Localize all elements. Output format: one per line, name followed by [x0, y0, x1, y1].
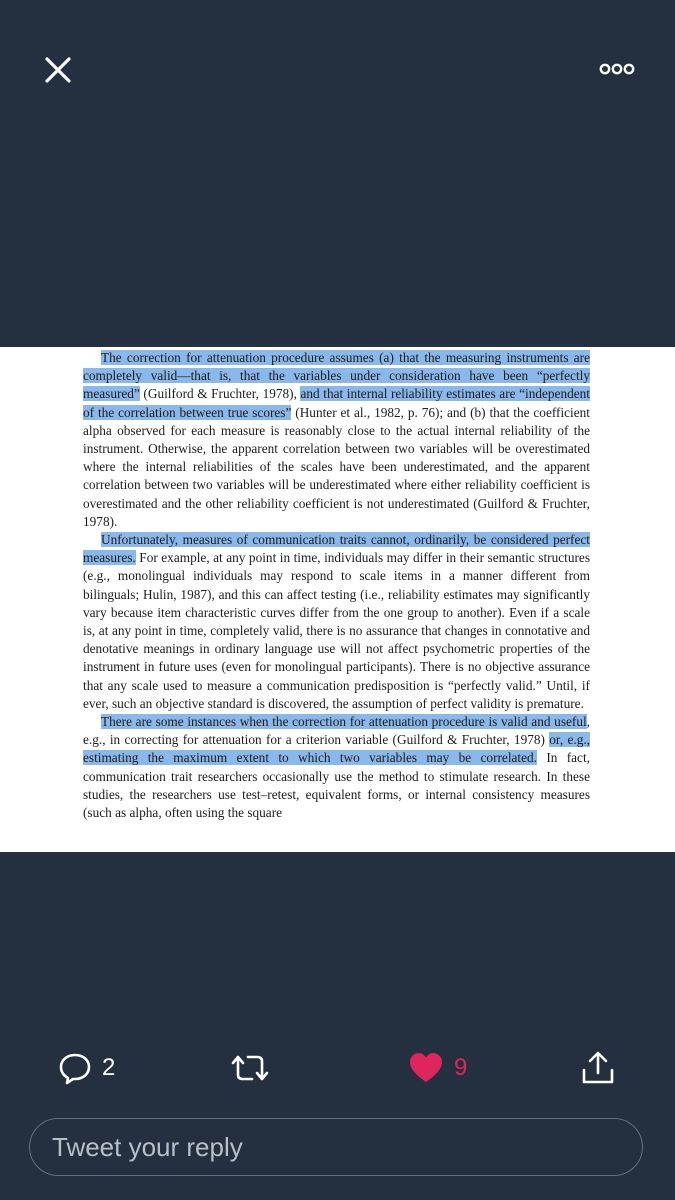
highlighted-text: Unfortunately, measures of communication traits cannot, ordinarily, be considered perfect measures. — [83, 532, 590, 566]
highlighted-text: The correction for attenuation procedure assumes (a) that the measuring instruments are completely valid—that is, that the variables under consideration have been “perfectly measured” — [83, 350, 590, 402]
document-paragraph — [83, 531, 590, 713]
reply-button[interactable] — [58, 1048, 115, 1088]
highlighted-text: and that internal reliability estimates are “independent of the correlation between true scores” — [83, 386, 590, 420]
like-button[interactable] — [408, 1048, 467, 1088]
close-button[interactable] — [40, 52, 76, 88]
body-text: , e.g., in correcting for attenuation for a criterion variable (Guilford & Fruchter, 1978) — [83, 714, 590, 748]
body-text: (Guilford & Fruchter, 1978), — [139, 386, 301, 402]
body-text: In fact, communication trait researchers occasionally use the method to stimulate research. In these studies, the researchers use test–retest, equivalent forms, or internal consistency measures (such as alpha, often using the square — [83, 750, 590, 821]
like-count: 9 — [454, 1054, 468, 1081]
retweet-icon — [230, 1051, 270, 1085]
reply-input[interactable] — [29, 1118, 643, 1176]
document-text — [83, 349, 590, 822]
highlighted-text: or, e.g., estimating the maximum extent to which two variables may be correlated. — [83, 732, 590, 766]
body-text: For example, at any point in time, individuals may differ in their semantic structures (e.g., monolingual individuals may respond to scale items in a manner different from bilinguals; Hulin, 1987), and this can affect testing (i.e., reliability estimates may significantly vary because item characteristic curves differ from the one group to another). Even if a scale is, at any point in time, completely valid, there is no assurance that changes in connotative and denotative meanings in ordinary language use will not affect psychometric properties of the instrument in future uses (even for monolingual participants). There is no objective assurance that any scale used to measure a communication predisposition is “perfectly valid.” Until, if ever, such an objective standard is discovered, the assumption of perfect validity is premature. — [83, 550, 590, 711]
retweet-button[interactable] — [230, 1048, 270, 1088]
body-text: (Hunter et al., 1982, p. 76); and (b) that the coefficient alpha observed for each measure is reasonably close to the actual internal reliability of the instrument. Otherwise, the apparent correlation between two variables will be overestimated where the internal reliabilities of the scales have been underestimated, and the apparent correlation between two variables will be underestimated where either reliability coefficient is overestimated and the other reliability coefficient is not underestimated (Guilford & Fruchter, 1978). — [83, 404, 590, 529]
media-viewer-topbar — [0, 0, 675, 140]
reply-placeholder: Tweet your reply — [52, 1131, 243, 1162]
more-options-button[interactable] — [598, 58, 638, 80]
tweet-photo[interactable] — [0, 347, 675, 852]
heart-icon — [408, 1051, 444, 1085]
more-options-icon — [598, 58, 638, 80]
share-icon — [580, 1050, 616, 1086]
document-paragraph — [83, 349, 590, 531]
tweet-actions — [0, 1040, 675, 1096]
reply-count: 2 — [102, 1054, 116, 1081]
document-paragraph — [83, 713, 590, 822]
share-button[interactable] — [580, 1048, 616, 1088]
highlighted-text: There are some instances when the correction for attenuation procedure is valid and useful — [101, 714, 587, 730]
reply-icon — [58, 1051, 92, 1085]
close-icon — [40, 52, 76, 88]
